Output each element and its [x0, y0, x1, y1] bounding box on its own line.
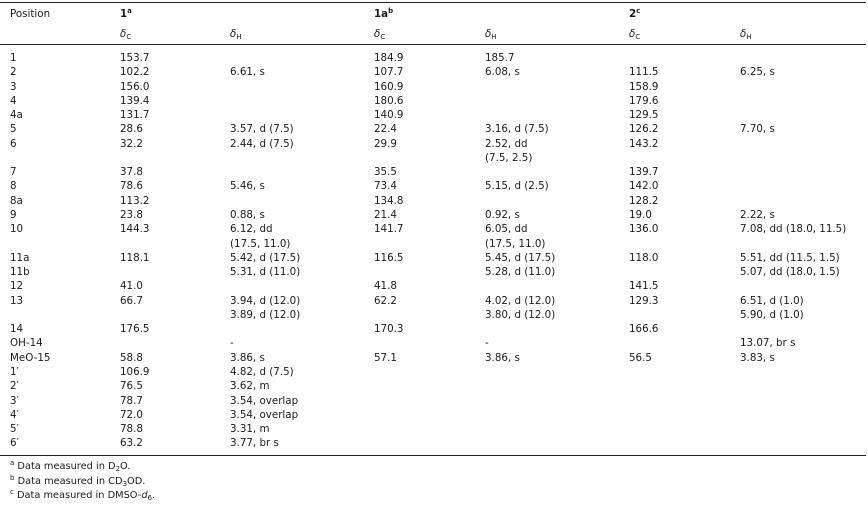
cell-c2: 126.2	[629, 123, 659, 136]
compound-1-header: 1$^a$	[120, 7, 132, 20]
cell-h1: 3.54, overlap	[230, 408, 299, 421]
cell-h1: 3.57, d (7.5)	[230, 123, 294, 136]
cell-c1: 58.8	[120, 351, 143, 364]
cell-c1: 153.7	[120, 52, 150, 64]
cell-c1a: 21.4	[374, 209, 397, 221]
cell-c2: 143.2	[629, 137, 659, 150]
cell-pos: 8a	[10, 194, 23, 207]
cell-h1: 3.89, d (12.0)	[230, 308, 301, 321]
cell-c1a: 62.2	[374, 294, 397, 307]
cell-c2: 166.6	[629, 323, 659, 336]
cell-c1: 41.0	[120, 280, 143, 293]
cell-pos: 7	[10, 166, 17, 179]
cell-c2: 56.5	[629, 351, 652, 364]
cell-h1a: 2.52, dd	[485, 137, 528, 150]
cell-c2: 141.5	[629, 280, 659, 293]
cell-pos: 13	[10, 294, 24, 307]
cell-h1a: 185.7	[485, 52, 515, 64]
cell-h1: 3.54, overlap	[230, 394, 299, 407]
cell-h1: 3.86, s	[230, 351, 265, 364]
cell-pos: 2	[10, 66, 17, 79]
delta-h-header-2: $\delta_H$	[740, 28, 752, 41]
cell-h1: 4.82, d (7.5)	[230, 365, 294, 378]
cell-pos: OH-14	[10, 337, 43, 350]
cell-c1: 76.5	[120, 380, 143, 393]
delta-h-header-1: $\delta_H$	[230, 28, 242, 41]
cell-c2: 139.7	[629, 166, 659, 179]
cell-h1a: 5.28, d (11.0)	[485, 266, 556, 278]
delta-c-header-1a: $\delta_C$	[374, 28, 386, 41]
cell-pos: 2′	[10, 380, 19, 393]
cell-c1: 139.4	[120, 94, 150, 107]
cell-c1: 63.2	[120, 437, 143, 450]
cell-h1: (17.5, 11.0)	[230, 237, 291, 250]
cell-c1a: 180.6	[374, 94, 404, 107]
cell-c1a: 170.3	[374, 323, 404, 336]
cell-pos: 12	[10, 280, 24, 293]
cell-c1a: 41.8	[374, 280, 397, 293]
cell-c1: 78.7	[120, 394, 143, 407]
cell-c1: 102.2	[120, 66, 150, 79]
cell-c2: 179.6	[629, 94, 659, 107]
cell-h2: 2.22, s	[740, 209, 775, 221]
cell-pos: 5	[10, 123, 17, 136]
cell-h1: -	[230, 337, 234, 350]
cell-c1: 176.5	[120, 323, 150, 336]
cell-pos: 5′	[10, 423, 19, 435]
cell-h1: 3.62, m	[230, 380, 270, 393]
cell-h1a: (17.5, 11.0)	[485, 237, 546, 250]
cell-c1a: 29.9	[374, 137, 397, 150]
cell-c1: 28.6	[120, 123, 143, 136]
delta-c-header-1: $\delta_C$	[120, 28, 132, 41]
cell-h2: 5.90, d (1.0)	[740, 308, 804, 321]
cell-h1: 5.46, s	[230, 180, 265, 193]
cell-pos: 8	[10, 180, 17, 193]
cell-c1: 72.0	[120, 408, 143, 421]
cell-c2: 111.5	[629, 66, 659, 79]
cell-pos: 3	[10, 80, 17, 93]
cell-c1a: 184.9	[374, 52, 404, 64]
cell-h1a: -	[485, 337, 489, 350]
cell-h1: 5.42, d (17.5)	[230, 251, 301, 264]
cell-c1: 118.1	[120, 251, 150, 264]
cell-h1: 6.12, dd	[230, 223, 273, 236]
cell-c1a: 107.7	[374, 66, 404, 79]
cell-h2: 7.08, dd (18.0, 11.5)	[740, 223, 847, 236]
cell-h1: 3.77, br s	[230, 437, 279, 450]
cell-c2: 19.0	[629, 209, 652, 221]
header-rule	[0, 44, 866, 45]
cell-pos: MeO-15	[10, 351, 51, 364]
cell-h1: 3.31, m	[230, 423, 270, 435]
cell-c2: 129.5	[629, 109, 659, 122]
cell-pos: 1′	[10, 365, 19, 378]
cell-h1a: 5.45, d (17.5)	[485, 251, 556, 264]
cell-pos: 6′	[10, 437, 19, 450]
footnote: $^a$ Data measured in $D_2O$.	[10, 459, 131, 473]
cell-c1: 37.8	[120, 166, 143, 179]
cell-h2: 7.70, s	[740, 123, 775, 136]
cell-c1: 23.8	[120, 209, 143, 221]
cell-pos: 3′	[10, 394, 19, 407]
footnote: $^c$ Data measured in DMSO-$d_6$.	[10, 488, 156, 502]
cell-pos: 14	[10, 323, 24, 336]
cell-c1a: 134.8	[374, 194, 404, 207]
bottom-rule	[0, 455, 866, 456]
cell-h1: 2.44, d (7.5)	[230, 137, 294, 150]
cell-h1: 3.94, d (12.0)	[230, 294, 301, 307]
compound-2-header: 2$^c$	[629, 7, 641, 20]
cell-c2: 158.9	[629, 80, 659, 93]
cell-h2: 6.25, s	[740, 66, 775, 79]
cell-c1a: 35.5	[374, 166, 397, 179]
cell-c1: 131.7	[120, 109, 150, 122]
cell-c2: 129.3	[629, 294, 659, 307]
cell-pos: 11b	[10, 266, 30, 278]
cell-h1: 6.61, s	[230, 66, 265, 79]
cell-h2: 5.51, dd (11.5, 1.5)	[740, 251, 840, 264]
cell-h1a: 6.05, dd	[485, 223, 528, 236]
cell-c1a: 116.5	[374, 251, 404, 264]
cell-pos: 10	[10, 223, 24, 236]
cell-c2: 128.2	[629, 194, 659, 207]
cell-pos: 4	[10, 94, 17, 107]
cell-c2: 142.0	[629, 180, 659, 193]
delta-c-header-2: $\delta_C$	[629, 28, 641, 41]
cell-pos: 9	[10, 209, 17, 221]
cell-h1a: (7.5, 2.5)	[485, 151, 533, 164]
cell-pos: 4′	[10, 408, 19, 421]
cell-h1a: 3.80, d (12.0)	[485, 308, 556, 321]
cell-pos: 1	[10, 52, 17, 64]
cell-h1: 5.31, d (11.0)	[230, 266, 301, 278]
cell-c1a: 73.4	[374, 180, 397, 193]
cell-c2: 136.0	[629, 223, 659, 236]
cell-c1: 156.0	[120, 80, 150, 93]
cell-c1a: 141.7	[374, 223, 404, 236]
cell-c1a: 57.1	[374, 351, 397, 364]
cell-h1a: 3.86, s	[485, 351, 520, 364]
cell-h1a: 4.02, d (12.0)	[485, 294, 556, 307]
cell-c1: 66.7	[120, 294, 143, 307]
cell-pos: 4a	[10, 109, 23, 122]
cell-c1: 106.9	[120, 365, 150, 378]
cell-pos: 6	[10, 137, 17, 150]
cell-c1a: 22.4	[374, 123, 397, 136]
footnote: $^b$ Data measured in $CD_3OD$.	[10, 473, 146, 488]
cell-c2: 118.0	[629, 251, 659, 264]
cell-h2: 6.51, d (1.0)	[740, 294, 804, 307]
cell-c1a: 160.9	[374, 80, 404, 93]
cell-c1: 78.8	[120, 423, 143, 435]
cell-c1: 113.2	[120, 194, 150, 207]
cell-c1: 32.2	[120, 137, 143, 150]
delta-h-header-1a: $\delta_H$	[485, 28, 497, 41]
compound-1a-header: $1a^b$	[374, 7, 394, 20]
cell-pos: 11a	[10, 251, 30, 264]
cell-c1a: 140.9	[374, 109, 404, 122]
cell-h1: 0.88, s	[230, 209, 265, 221]
position-header: Position	[10, 8, 51, 20]
cell-h1a: 5.15, d (2.5)	[485, 180, 549, 193]
cell-h1a: 6.08, s	[485, 66, 520, 79]
cell-c1: 144.3	[120, 223, 150, 236]
cell-h2: 13.07, br s	[740, 337, 796, 350]
cell-c1: 78.6	[120, 180, 143, 193]
cell-h2: 5.07, dd (18.0, 1.5)	[740, 266, 840, 278]
cell-h1a: 3.16, d (7.5)	[485, 123, 549, 136]
cell-h1a: 0.92, s	[485, 209, 520, 221]
top-rule	[0, 2, 866, 3]
cell-h2: 3.83, s	[740, 351, 775, 364]
